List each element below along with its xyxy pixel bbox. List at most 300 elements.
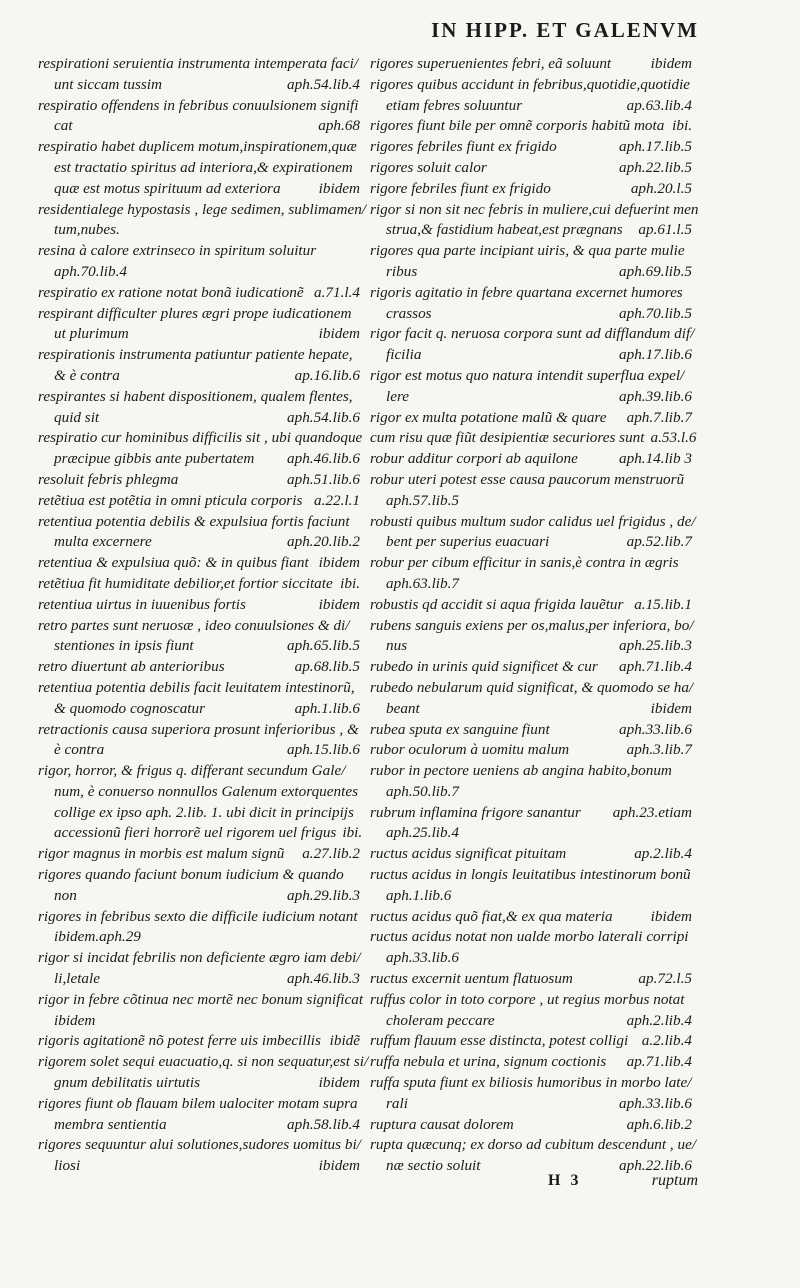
aphorism-reference: ibi. [672, 117, 692, 135]
entry-text: rigoris agitationẽ nõ potest ferre uis imbecillis [38, 1032, 321, 1050]
entry-text: crassos [386, 304, 432, 322]
aphorism-reference: aph.22.lib.6 [619, 1157, 692, 1175]
index-entry [370, 1073, 692, 1115]
entry-text: rigores superuenientes febri, eã soluunt [370, 55, 612, 72]
entry-text: ruffum flauum esse distincta, potest colligi [370, 1032, 629, 1050]
aphorism-reference: ibidem [318, 595, 360, 613]
index-line [38, 969, 360, 990]
entry-text: rigor facit q. neruosa corpora sunt ad difflandum dif/ [370, 325, 695, 343]
index-line [38, 220, 360, 241]
entry-text: cum risu quæ fiũt desipientiæ securiores sunt [370, 429, 645, 447]
entry-text: rigoris agitatio in febre quartana excernet humores [370, 283, 683, 301]
index-line [370, 720, 692, 741]
entry-text: ut plurimum [54, 325, 129, 343]
entry-text: retẽtiua est potẽtia in omni pticula corporis [38, 491, 303, 509]
index-entry [370, 553, 692, 595]
aphorism-reference: aph.70.lib.5 [619, 304, 692, 322]
index-line [38, 1052, 369, 1073]
aphorism-reference: ibidem [318, 179, 360, 197]
index-line [370, 657, 692, 678]
index-line [370, 1073, 692, 1094]
entry-text: ruffa nebula et urina, signum coctionis [370, 1053, 607, 1071]
entry-text: robusti quibus multum sudor calidus uel frigidus , de/ [370, 512, 696, 530]
index-column-right [370, 54, 699, 1177]
aphorism-reference: a.22.l.1 [314, 491, 360, 509]
index-line [370, 699, 692, 720]
index-entry [370, 990, 692, 1032]
aphorism-reference: ibidẽ [329, 1032, 360, 1050]
aphorism-reference: aph.23.etiam [612, 803, 692, 821]
entry-text: respirantes si habent dispositionem, qualem flentes, [38, 387, 353, 405]
index-entry [38, 470, 360, 491]
entry-text: retentiua uirtus in iuuenibus fortis [38, 595, 246, 613]
index-line [370, 283, 692, 304]
index-line [38, 262, 360, 283]
aphorism-reference: aph.29.lib.3 [287, 886, 360, 904]
aphorism-reference: a.15.lib.1 [634, 595, 692, 613]
index-line [38, 345, 360, 366]
index-line [370, 179, 692, 200]
entry-text: robustis qd accidit si aqua frigida lauẽtur [370, 595, 624, 613]
aphorism-reference: aph.33.lib.6 [619, 1094, 692, 1112]
index-line [370, 408, 692, 429]
entry-text: respiratio cur hominibus difficilis sit , ubi quandoque [38, 429, 363, 447]
entry-text: ructus acidus quõ fiat,& ex qua materia [370, 907, 613, 925]
aphorism-reference: aph.46.lib.3 [287, 970, 360, 988]
index-entry [370, 116, 692, 137]
index-entry [38, 304, 360, 346]
index-line [38, 428, 363, 449]
entry-text: beant [386, 699, 420, 717]
index-entry [38, 283, 360, 304]
entry-text: num, è conuerso nonnullos Galenum extorquentes [54, 782, 358, 800]
entry-text: rigores qua parte incipiant uiris, & qua parte mulie [370, 242, 685, 260]
aphorism-reference: aph.14.lib 3 [619, 450, 692, 468]
aphorism-reference: aph.51.lib.6 [287, 470, 360, 488]
index-line [370, 241, 692, 262]
entry-text: aph.1.lib.6 [386, 886, 452, 904]
entry-text: unt siccam tussim [54, 75, 162, 93]
entry-text: nus [386, 637, 408, 655]
index-entry [370, 1135, 697, 1177]
index-line [370, 512, 696, 533]
index-line [38, 158, 360, 179]
entry-text: collige ex ipso aph. 2.lib. 1. ubi dicit in principijs [54, 803, 354, 821]
aphorism-reference: ap.72.l.5 [638, 970, 692, 988]
aphorism-reference: aph.68 [318, 117, 360, 135]
index-line [370, 990, 692, 1011]
entry-text: rigorem solet sequi euacuatio,q. si non sequatur,est si/ [38, 1053, 369, 1071]
entry-text: robur additur corpori ab aquilone [370, 450, 578, 468]
index-line [38, 1011, 360, 1032]
entry-text: quæ est motus spirituum ad exteriora [54, 179, 281, 197]
index-entry [370, 657, 692, 678]
entry-text: aph.25.lib.4 [386, 824, 459, 842]
index-entry [38, 844, 360, 865]
index-line [38, 449, 360, 470]
index-entry [370, 844, 692, 865]
index-line [370, 75, 692, 96]
aphorism-reference: aph.25.lib.3 [619, 637, 692, 655]
index-entry [370, 740, 692, 761]
entry-text: rupta quæcunq; ex dorso ad cubitum descendunt , ue/ [370, 1136, 697, 1154]
entry-text: ructus acidus notat non ualde morbo laterali corripi [370, 928, 689, 946]
index-line [38, 553, 360, 574]
aphorism-reference: ap.61.l.5 [638, 221, 692, 239]
index-line [38, 96, 360, 117]
aphorism-reference: aph.65.lib.5 [287, 637, 360, 655]
entry-text: retentiua potentia debilis & expulsiua fortis faciunt [38, 512, 350, 530]
entry-text: etiam febres soluuntur [386, 96, 523, 114]
aphorism-reference: aph.54.lib.4 [287, 75, 360, 93]
aphorism-reference: ap.71.lib.4 [626, 1053, 692, 1071]
index-line [370, 1011, 692, 1032]
entry-text: ibidem [54, 1011, 96, 1029]
aphorism-reference: a.71.l.4 [314, 283, 360, 301]
entry-text: è contra [54, 741, 105, 759]
index-line [370, 969, 692, 990]
index-entry [370, 241, 692, 283]
index-line [38, 366, 360, 387]
entry-text: rubedo in urinis quid significet & cur [370, 658, 598, 676]
aphorism-reference: aph.39.lib.6 [619, 387, 692, 405]
index-line [370, 927, 692, 948]
aphorism-reference: aph.2.lib.4 [626, 1011, 692, 1029]
entry-text: membra sentientia [54, 1115, 167, 1133]
index-line [370, 304, 692, 325]
entry-text: bent per superius euacuari [386, 533, 550, 551]
aphorism-reference: a.53.l.6 [650, 429, 697, 447]
entry-text: ruffa sputa fiunt ex biliosis humoribus in morbo late/ [370, 1074, 692, 1092]
aphorism-reference: aph.7.lib.7 [626, 408, 692, 426]
index-line [38, 907, 360, 928]
index-line [370, 678, 692, 699]
entry-text: retentiua potentia debilis facit leuitatem intestinorũ, [38, 678, 355, 696]
index-entry [370, 200, 699, 242]
index-line [370, 553, 692, 574]
index-line [38, 408, 360, 429]
index-line [38, 740, 360, 761]
entry-text: tum,nubes. [54, 221, 120, 239]
entry-text: respiratio habet duplicem motum,inspirationem,quæ [38, 138, 357, 156]
index-line [370, 803, 692, 824]
index-line [38, 865, 360, 886]
index-line [38, 1073, 360, 1094]
index-entry [38, 1031, 360, 1052]
entry-text: næ sectio soluit [386, 1157, 481, 1175]
entry-text: retro diuertunt ab anterioribus [38, 658, 225, 676]
index-line [370, 449, 692, 470]
index-line [38, 532, 360, 553]
index-entry [370, 158, 692, 179]
index-line [38, 1115, 360, 1136]
index-line [38, 1094, 360, 1115]
index-line [370, 137, 692, 158]
page-footer [548, 1172, 698, 1190]
index-line [38, 886, 360, 907]
running-head: IN HIPP. ET GALENVM [431, 18, 699, 42]
index-line [370, 574, 692, 595]
index-line [38, 616, 360, 637]
entry-text: rubens sanguis exiens per os,malus,per inferiora, bo/ [370, 616, 694, 634]
index-entry [38, 990, 364, 1032]
entry-text: retro partes sunt neruosæ , ideo conuulsiones & di/ [38, 616, 350, 634]
aphorism-reference: ibidem [318, 1157, 360, 1175]
entry-text: rali [386, 1094, 408, 1112]
index-line [38, 657, 360, 678]
aphorism-reference: aph.46.lib.6 [287, 450, 360, 468]
entry-text: rigores quando faciunt bonum iudicium & quando [38, 866, 344, 884]
index-line [370, 636, 692, 657]
entry-text: rigores quibus accidunt in febribus,quotidie,quotidie [370, 75, 691, 93]
aphorism-reference: ap.63.lib.4 [626, 96, 692, 114]
entry-text: aph.63.lib.7 [386, 574, 459, 592]
entry-text: ruffus color in toto corpore , ut regius morbus notat [370, 990, 685, 1008]
aphorism-reference: aph.54.lib.6 [287, 408, 360, 426]
index-entry [38, 200, 367, 242]
entry-text: rigores in febribus sexto die difficile iudicium notant [38, 907, 358, 925]
index-entry [38, 491, 360, 512]
entry-text: respirant difficulter plures ægri prope iudicationem [38, 304, 352, 322]
entry-text: respirationi seruientia instrumenta intemperata faci/ [38, 55, 359, 72]
index-entry [370, 803, 692, 845]
entry-text: rigores fiunt ob flauam bilem ualociter motam supra [38, 1094, 358, 1112]
index-line [370, 595, 692, 616]
index-line [38, 761, 360, 782]
index-line [370, 470, 692, 491]
aphorism-reference: a.27.lib.2 [302, 845, 360, 863]
index-entry [38, 761, 363, 844]
entry-text: residentialege hypostasis , lege sedimen, sublimamen/ [38, 200, 367, 218]
index-line [370, 616, 692, 637]
aphorism-reference: ibi. [342, 824, 363, 842]
index-line [370, 532, 692, 553]
entry-text: respirationis instrumenta patiuntur patiente hepate, [38, 346, 353, 364]
index-line [38, 54, 360, 75]
index-line [370, 1115, 692, 1136]
entry-text: ruptura causat dolorem [370, 1115, 514, 1133]
entry-text: rigor ex multa potatione malũ & quare [370, 408, 607, 426]
aphorism-reference: ap.16.lib.6 [294, 366, 360, 384]
aphorism-reference: ibidem [318, 325, 360, 343]
index-line [370, 782, 692, 803]
entry-text: rigores soluit calor [370, 158, 487, 176]
index-line [38, 1156, 360, 1177]
aphorism-reference: aph.15.lib.6 [287, 741, 360, 759]
index-line [370, 844, 692, 865]
index-entry [38, 616, 360, 658]
index-line [38, 241, 360, 262]
index-entry [38, 574, 360, 595]
index-line [38, 324, 360, 345]
entry-text: est tractatio spiritus ad interiora,& expirationem [54, 158, 353, 176]
entry-text: li,letale [54, 970, 100, 988]
index-line [38, 491, 360, 512]
index-entry [370, 75, 692, 117]
index-entry [38, 678, 360, 720]
aphorism-reference: aph.17.lib.6 [619, 346, 692, 364]
index-line [370, 428, 697, 449]
aphorism-reference: ap.52.lib.7 [626, 533, 692, 551]
aphorism-reference: ibidem [650, 55, 692, 72]
index-entry [38, 345, 360, 387]
index-entry [38, 137, 360, 199]
index-line [370, 262, 692, 283]
entry-text: rubea sputa ex sanguine fiunt [370, 720, 550, 738]
index-line [38, 200, 367, 221]
entry-text: rigor si incidat febrilis non deficiente ægro iam debi/ [38, 949, 361, 967]
index-entry [370, 865, 692, 907]
aphorism-reference: aph.69.lib.5 [619, 262, 692, 280]
index-entry [38, 1094, 360, 1136]
index-entry [370, 720, 692, 741]
index-line [38, 803, 360, 824]
index-entry [370, 1031, 692, 1052]
index-entry [370, 54, 692, 75]
entry-text: rigores fiunt bile per omnẽ corporis habitũ mota [370, 117, 665, 135]
index-entry [370, 616, 692, 658]
entry-text: quid sit [54, 408, 100, 426]
index-entry [370, 428, 697, 449]
entry-text: lere [386, 387, 410, 405]
index-column-left [38, 54, 369, 1177]
entry-text: ribus [386, 262, 418, 280]
index-line [38, 782, 360, 803]
index-entry [38, 553, 360, 574]
index-line [38, 179, 360, 200]
index-entry [38, 512, 360, 554]
index-entry [370, 324, 695, 366]
index-line [38, 636, 360, 657]
entry-text: robur uteri potest esse causa paucorum menstruorũ [370, 470, 685, 488]
aphorism-reference: aph.20.lib.2 [287, 533, 360, 551]
index-line [38, 1135, 360, 1156]
index-line [370, 886, 692, 907]
index-line [38, 823, 363, 844]
index-entry [370, 927, 692, 969]
entry-text: rigores sequuntur alui solutiones,sudores uomitus bi/ [38, 1136, 361, 1154]
index-line [370, 1031, 692, 1052]
entry-text: rigore febriles fiunt ex frigido [370, 179, 551, 197]
aphorism-reference: aph.3.lib.7 [626, 741, 692, 759]
index-entry [38, 657, 360, 678]
entry-text: choleram peccare [386, 1011, 495, 1029]
entry-text: cat [54, 117, 73, 135]
index-entry [38, 907, 360, 949]
signature-mark: H 3 [548, 1172, 582, 1189]
index-entry [370, 137, 692, 158]
index-line [38, 137, 360, 158]
entry-text: ructus acidus significat pituitam [370, 845, 567, 863]
aphorism-reference: ibidem [318, 554, 360, 572]
index-entry [370, 678, 692, 720]
index-entry [38, 595, 360, 616]
index-entry [370, 366, 692, 408]
index-entry [38, 948, 360, 990]
entry-text: rubedo nebularum quid significat, & quomodo se ha/ [370, 678, 694, 696]
index-line [38, 678, 360, 699]
entry-text: resina à calore extrinseco in spiritum soluitur [38, 242, 317, 260]
entry-text: retẽtiua fit humiditate debilior,et fortior siccitate [38, 574, 333, 592]
index-line [370, 761, 692, 782]
entry-text: rigor in febre cõtinua nec mortẽ nec bonum significat [38, 990, 364, 1008]
entry-text: accessionũ fieri horrorẽ uel rigorem uel frigus [54, 824, 337, 842]
entry-text: gnum debilitatis uirtutis [54, 1074, 200, 1092]
index-entry [38, 96, 360, 138]
entry-text: rigor, horror, & frigus q. differant secundum Gale/ [38, 762, 346, 780]
index-line [38, 116, 360, 137]
index-line [370, 200, 699, 221]
aphorism-reference: aph.6.lib.2 [626, 1115, 692, 1133]
entry-text: robur per cibum efficitur in sanis,è contra in ægris [370, 554, 679, 572]
index-line [38, 470, 360, 491]
index-line [370, 823, 692, 844]
entry-text: rigor est motus quo natura intendit superflua expel/ [370, 366, 685, 384]
index-line [370, 948, 692, 969]
entry-text: aph.33.lib.6 [386, 949, 459, 967]
entry-text: respiratio ex ratione notat bonã iudicationẽ [38, 283, 304, 301]
entry-text: & è contra [54, 366, 120, 384]
entry-text: aph.57.lib.5 [386, 491, 459, 509]
entry-text: retentiua & expulsiua quõ: & in quibus fiant [38, 554, 309, 572]
index-line [370, 907, 692, 928]
entry-text: respiratio offendens in febribus conuulsionem signifi [38, 96, 359, 114]
entry-text: præcipue gibbis ante pubertatem [54, 450, 255, 468]
entry-text: aph.50.lib.7 [386, 782, 459, 800]
index-entry [370, 179, 692, 200]
aphorism-reference: ibidem [318, 1074, 360, 1092]
entry-text: rigores febriles fiunt ex frigido [370, 138, 557, 156]
index-line [370, 1052, 692, 1073]
index-line [38, 1031, 360, 1052]
index-line [38, 283, 360, 304]
index-entry [38, 428, 363, 470]
aphorism-reference: aph.22.lib.5 [619, 158, 692, 176]
entry-text: multa excernere [54, 533, 152, 551]
index-line [38, 512, 360, 533]
index-entry [38, 865, 360, 907]
index-line [370, 865, 692, 886]
index-entry [38, 1135, 360, 1177]
index-line [38, 948, 360, 969]
index-entry [38, 1052, 369, 1094]
entry-text: ficilia [386, 346, 422, 364]
index-line [38, 927, 360, 948]
aphorism-reference: ibidem [650, 699, 692, 717]
entry-text: rubor in pectore ueniens ab angina habito,bonum [370, 762, 672, 780]
entry-text: liosi [54, 1157, 81, 1175]
index-entry [370, 761, 692, 803]
entry-text: rubrum inflamina frigore sanantur [370, 803, 581, 821]
index-entry [370, 408, 692, 429]
aphorism-reference: aph.1.lib.6 [294, 699, 360, 717]
index-entry [370, 1115, 692, 1136]
page-header [0, 18, 800, 43]
index-line [38, 595, 360, 616]
aphorism-reference: aph.33.lib.6 [619, 720, 692, 738]
index-entry [38, 54, 360, 96]
index-line [38, 699, 360, 720]
entry-text: retractionis causa superiora prosunt inferioribus , & [38, 720, 359, 738]
entry-text: & quomodo cognoscatur [54, 699, 206, 717]
entry-text: ibidem.aph.29 [54, 928, 141, 946]
index-entry [370, 969, 692, 990]
index-entry [370, 512, 696, 554]
index-line [370, 54, 692, 75]
index-entry [370, 449, 692, 470]
index-entry [370, 1052, 692, 1073]
index-line [370, 1135, 697, 1156]
